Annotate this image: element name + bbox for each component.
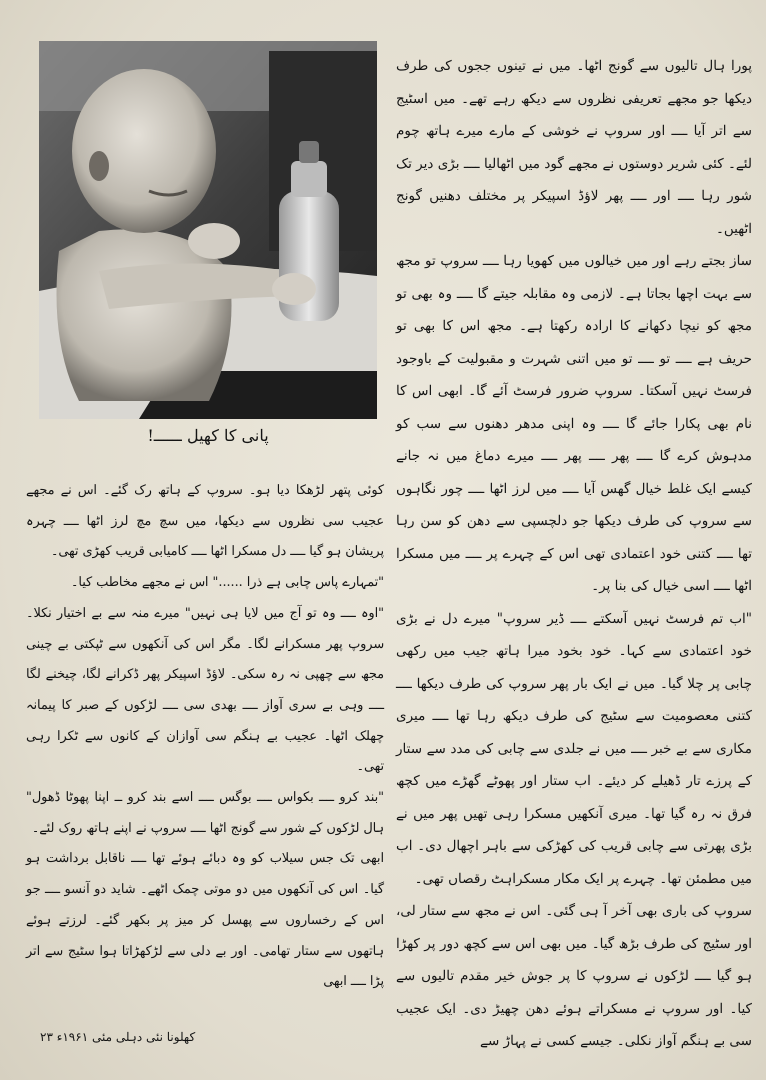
right-paragraph-3: "اب تم فرسٹ نہیں آسکتے ــــ ڈیر سروپ" میرے دل نے بڑی خود اعتمادی سے کہا۔ خود بخود میرا ہاتھ جیب میں رکھی چابی پر چلا گیا۔ میں نے ایک بار پھر سروپ کی طرف دیکھا ــــ کتنی معصومیت سے سٹیج کی طرف دیکھ رہا تھا ــــ میری مکاری سے بے خبر ــــ میں نے جلدی سے چابی کی مدد سے ستار کے پرزے تار ڈھیلے کر دیئے۔ اب ستار اور پھوٹے گھڑے میں کچھ فرق نہ رہ گیا تھا۔ میری آنکھیں مسکرا رہی تھیں پھر میں نے بڑی پھرتی سے چابی قریب کی کھڑکی سے باہر اچھال دی۔ اب میں مطمئن تھا۔ چہرے پر ایک مکار مسکراہٹ رقصاں تھی۔	[396, 610, 752, 887]
left-paragraph-5: ابھی تک جس سیلاب کو وہ دبائے ہوئے تھا ــــ ناقابل برداشت ہو گیا۔ اس کی آنکھوں میں دو موتی چمک اٹھے۔ شاید دو آنسو ــــ جو اس کے رخساروں سے پھسل کر میز پر بکھر گئے۔ لرزتے ہوئے ہاتھوں سے ستار تھامی۔ اور بے دلی سے لڑکھڑاتا ہوا سٹیج سے اتر پڑا ــــ ابھی	[26, 851, 384, 990]
left-paragraph-4: "بند کرو ــــ بکواس ــــ بوگس ــــ اسے بند کرو ــ اپنا پھوٹا ڈھول" ہال لڑکوں کے شور سے گونج اٹھا ــــ سروپ نے اپنے ہاتھ روک لئے۔	[26, 790, 384, 836]
left-text-column	[26, 476, 384, 998]
baby-photo	[39, 41, 377, 419]
left-paragraph-2: "تمہارے پاس چابی ہے ذرا ......" اس نے مجھے مخاطب کیا۔	[70, 575, 384, 591]
baby-photo-drawing	[39, 41, 377, 419]
right-text-column	[396, 50, 752, 1058]
left-paragraph-3: "اوہ ــــ وہ تو آج میں لایا ہی نہیں" میرے منہ سے بے اختیار نکلا۔ سروپ پھر مسکرانے لگا۔ مگر اس کی آنکھوں سے ٹپکتی بے چینی مجھ سے چھپی نہ رہ سکی۔ لاؤڈ اسپیکر پھر ڈکرانے لگا، چیخنے لگا ــــ وہی بے سری آواز ــــ بھدی سی ــــ لڑکوں کے صبر کا پیمانہ چھلک اٹھا۔ عجیب بے ہنگم سی آوازان کے کانوں سے ٹکرا رہی تھی۔	[26, 605, 384, 775]
right-paragraph-2: ساز بجتے رہے اور میں خیالوں میں کھویا رہا ــــ سروپ تو مجھ سے بہت اچھا بجاتا ہے۔ لازمی وہ مقابلہ جیتے گا ــــ وہ بھی تو مجھ کو نیچا دکھانے کا ارادہ رکھتا ہے۔ مجھ اس کا بھی تو حریف ہے ــــ تو ــــ تو میں اتنی شہرت و مقبولیت کے باوجود فرسٹ نہیں آسکتا۔ سروپ ضرور فرسٹ آئے گا۔ ابھی اس کا نام بھی پکارا جائے گا ــــ وہ اپنی مدھر دھنوں سے سب کو مدہوش کرے گا ــــ پھر ــــ پھر ــــ میرے دماغ میں نہ جانے کیسے ایک غلط خیال گھس آیا ــــ میں لرز اٹھا ــــ چور نگاہوں سے سروپ کی طرف دیکھا جو دلچسپی سے دھن کو سن رہا تھا ــــ کتنی خود اعتمادی تھی اس کے چہرے پر ــــ میں مسکرا اٹھا ــــ اسی خیال کی بنا پر۔	[396, 253, 752, 594]
right-paragraph-1: پورا ہال تالیوں سے گونج اٹھا۔ میں نے تینوں ججوں کی طرف دیکھا جو مجھے تعریفی نظروں سے دیکھ رہے تھے۔ میں اسٹیج سے اتر آیا ــــ اور سروپ نے خوشی کے مارے میرے ہاتھ چوم لئے۔ کئی شریر دوستوں نے مجھے گود میں اٹھالیا ــــ بڑی دیر تک شور رہا ــــ اور ــــ پھر لاؤڈ اسپیکر پر مختلف دھنیں گونج اٹھیں۔	[396, 58, 752, 237]
left-paragraph-1: کوئی پتھر لڑھکا دیا ہو۔ سروپ کے ہاتھ رک گئے۔ اس نے مجھے عجیب سی نظروں سے دیکھا، میں سچ مچ لرز اٹھا ــــ چہرہ پریشان ہو گیا ــــ دل مسکرا اٹھا ــــ کامیابی قریب کھڑی تھی۔	[26, 483, 384, 560]
page-footer: کھلونا نئی دہلی مئی ۱۹۶۱ء ۲۳	[40, 1030, 196, 1044]
right-paragraph-4: سروپ کی باری بھی آخر آ ہی گئی۔ اس نے مجھ سے ستار لی، اور سٹیج کی طرف بڑھ گیا۔ میں بھی اس سے کچھ دور پر کھڑا ہو گیا ــــ لڑکوں نے سروپ کا پر جوش خیر مقدم تالیوں سے کیا۔ اور سروپ نے مسکراتے ہوئے دھن چھیڑ دی۔ ایک عجیب سی بے ہنگم آواز نکلی۔ جیسے کسی نے پہاڑ سے	[396, 903, 752, 1049]
photo-caption: پانی کا کھیل ــــــ!	[147, 426, 269, 445]
